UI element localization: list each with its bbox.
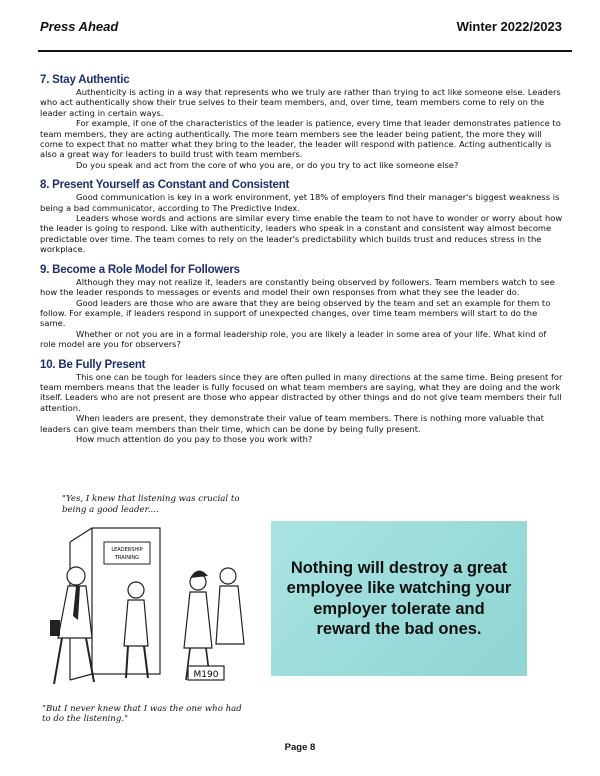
paragraph: When leaders are present, they demonstrate their value of team members. There is nothing more valuable that leaders can give team members than their time, which can be done by being fully present. [40,413,544,434]
section-fully-present [40,359,564,445]
paragraph: Leaders whose words and actions are similar every time enable the team to not have to wonder or worry about how the leader is going to respond. Like with authenticity, leaders who speak in a constant and consistent way almost become predictable over time. The team comes to rely on the leader's predictability which builds trust and reduces stress in the workplace. [40,213,563,255]
article-body [40,74,564,453]
page-header [40,16,562,36]
cartoon-code: M190 [193,670,219,680]
header-rule [38,50,572,52]
cartoon-caption-top: "Yes, I knew that listening was crucial to being a good leader.... [62,494,240,515]
cartoon-illustration [40,520,248,704]
section-heading: 7. Stay Authentic [40,74,130,86]
paragraph: Good leaders are those who are aware that they are being observed by the team and set an example for them to follow. For example, if leaders respond in support of unexpected changes, over time team members will start to do the same. [40,297,551,329]
paragraph: Authenticity is acting in a way that represents who we truly are rather than trying to act like someone else. Leaders who act authentically show their true selves to their team members, and, over time, team members come to rely on the leader acting in certain ways. [40,87,561,118]
section-stay-authentic [40,74,564,170]
quote-card [271,521,527,676]
paragraph: For example, if one of the characteristics of the leader is patience, every time that leader demonstrates patience to team members, they are acting authentically. The more team members see the leader being patient, the more they will come to expect that no matter what they bring to the leader, the leader will respond with patience. Acting authentically is also a great way for leaders to build trust with team members. [40,118,561,160]
paragraph: Although they may not realize it, leaders are constantly being observed by followers. Team members watch to see how the leader responds to messages or events and model their own responses from what they see the leader do. [40,276,555,298]
section-constant-consistent [40,179,564,254]
paragraph: How much attention do you pay to those you work with? [76,433,313,444]
section-role-model [40,264,564,350]
leadership-cartoon [40,492,248,724]
page-number: Page 8 [284,742,316,753]
paragraph: This one can be tough for leaders since they are often pulled in many directions at the same time. Being present for team members means that the leader is fully focused on what team members are saying, what they are doing and the work itself. Leaders who are not present are those who appear distracted by other things and do not give team members their full attention. [40,371,563,413]
paragraph: Do you speak and act from the core of who you are, or do you try to act like someone else? [76,159,459,170]
cartoon-caption-bottom: "But I never knew that I was the one who had to do the listening." [42,704,242,724]
section-heading: 8. Present Yourself as Constant and Consistent [40,179,290,192]
paragraph: Good communication is key in a work environment, yet 18% of employers find their manager's biggest weakness is being a bad communicator, according to The Predictive Index. [40,192,560,213]
section-heading: 10. Be Fully Present [40,358,146,371]
cartoon-sign-line1: LEADERSHIP [111,547,143,553]
cartoon-sign-line2: TRAINING [114,555,140,561]
paragraph: Whether or not you are in a formal leadership role, you are likely a leader in some area of your life. What kind of role model are you for observers? [40,328,547,350]
newsletter-name: Press Ahead [40,18,119,34]
section-heading: 9. Become a Role Model for Followers [40,263,240,276]
quote-text: Nothing will destroy a great employee like watching your employer tolerate and reward the bad ones. [286,558,512,638]
issue-date: Winter 2022/2023 [456,18,562,34]
